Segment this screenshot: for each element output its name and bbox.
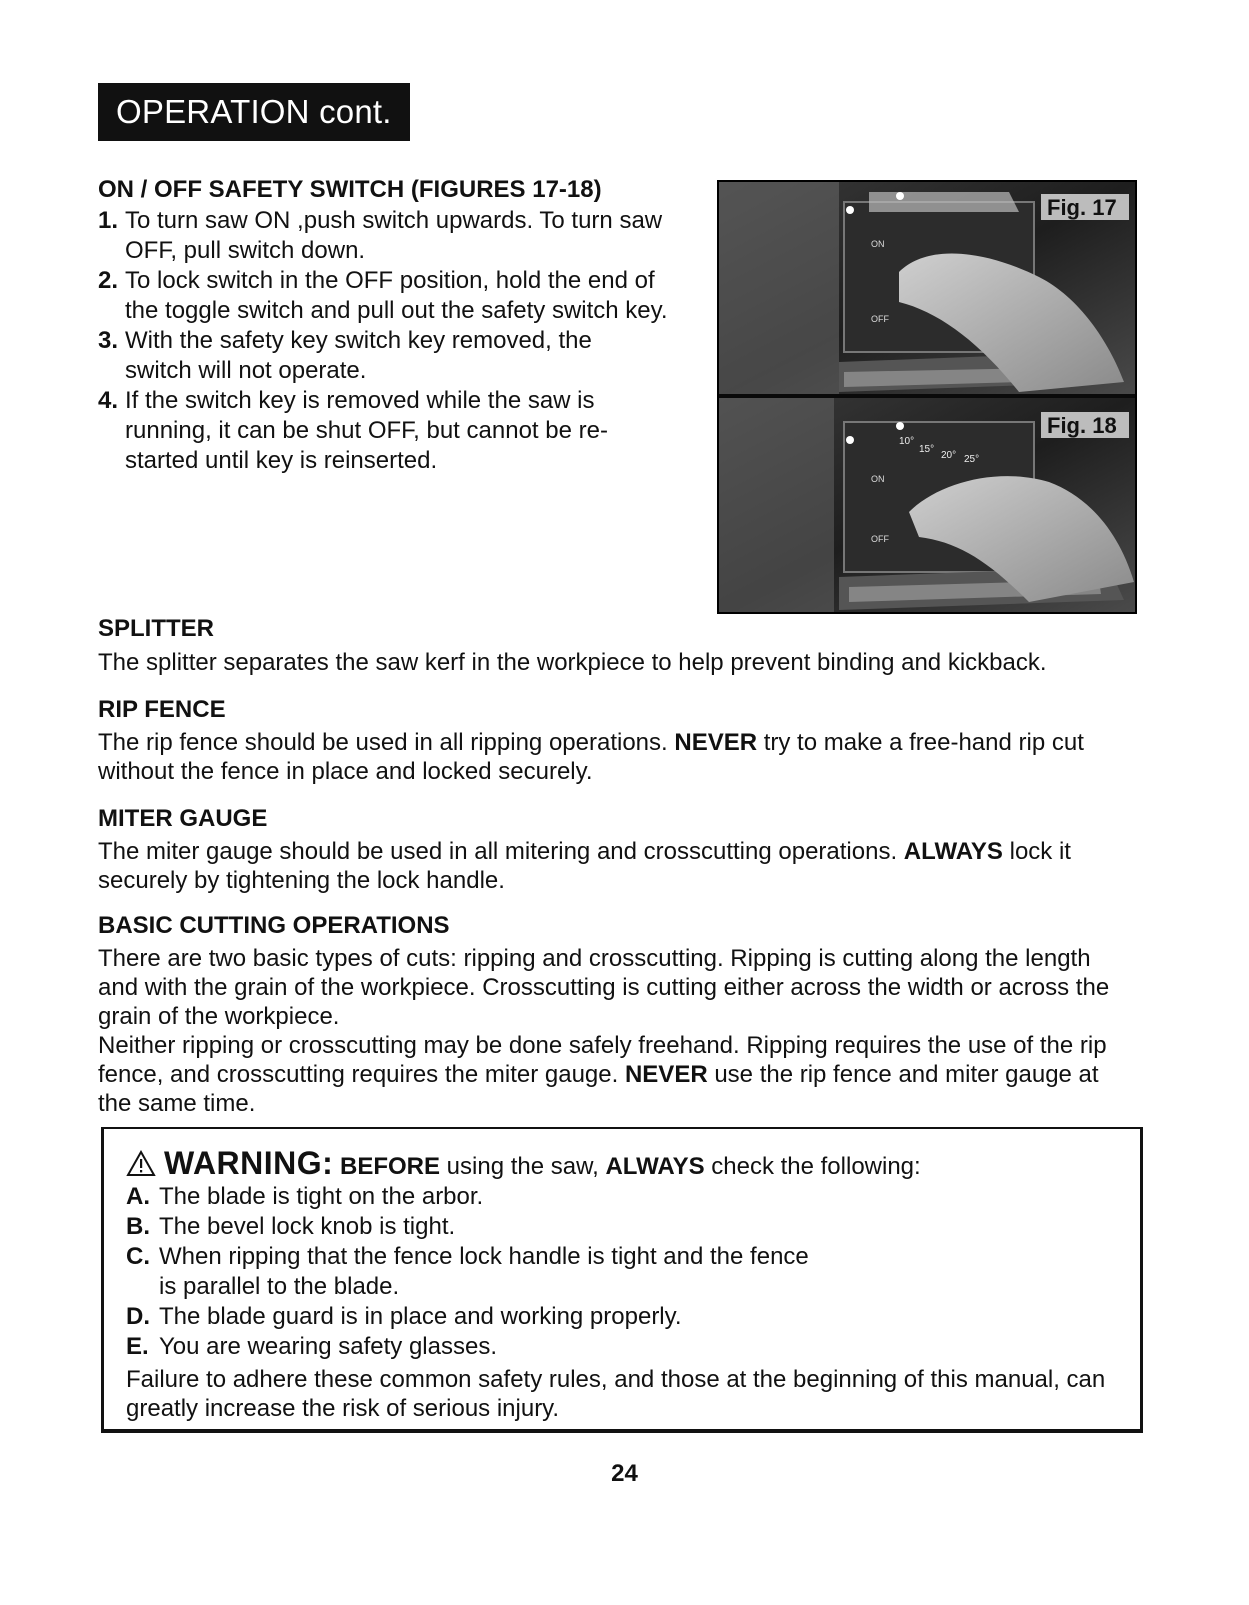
- warning-triangle-icon: [126, 1150, 156, 1186]
- basic-cutting-text-end: use the rip fence and miter gauge at the same time.: [98, 1061, 1099, 1117]
- warning-mid: using the saw,: [440, 1153, 606, 1180]
- item-text: The blade guard is in place and working properly.: [159, 1303, 682, 1330]
- list-item: [98, 266, 690, 326]
- scale-mark: 25°: [964, 454, 980, 465]
- list-item: [126, 1302, 1106, 1332]
- item-text: The blade is tight on the arbor.: [159, 1183, 484, 1210]
- step-number: 4.: [98, 387, 119, 414]
- switch-heading: ON / OFF SAFETY SWITCH (FIGURES 17-18): [98, 176, 602, 203]
- scale-mark: 20°: [941, 450, 957, 461]
- rip-fence-text: The rip fence should be used in all ripping operations.: [98, 729, 675, 756]
- step-text: If the switch key is removed while the saw is running, it can be shut OFF, but cannot be re-started until key is reinserted.: [125, 387, 608, 474]
- basic-cutting-never: NEVER: [624, 1061, 708, 1088]
- figure-18-label: Fig. 18: [1047, 413, 1117, 438]
- scale-mark: 10°: [899, 436, 915, 447]
- step-number: 1.: [98, 207, 119, 234]
- item-text: When ripping that the fence lock handle is tight and the fence is parallel to the blade.: [159, 1243, 809, 1300]
- item-letter: B.: [126, 1213, 150, 1240]
- splitter-body: The splitter separates the saw kerf in the workpiece to help prevent binding and kickback.: [98, 649, 1047, 676]
- warning-checklist: [126, 1182, 1106, 1362]
- step-number: 3.: [98, 327, 119, 354]
- list-item: [98, 206, 698, 266]
- rip-fence-heading: RIP FENCE: [98, 696, 226, 723]
- switch-on-label: ON: [871, 474, 885, 484]
- basic-cutting-para-1: There are two basic types of cuts: ripping and crosscutting. Ripping is cutting along the length and with the grain of the workpiece. Crosscutting is cutting either across the width or across the grain of the workpiece.: [98, 945, 1110, 1030]
- miter-gauge-text-end: lock it securely by tightening the lock handle.: [98, 838, 1071, 894]
- basic-cutting-heading: BASIC CUTTING OPERATIONS: [98, 912, 450, 939]
- step-text: To turn saw ON ,push switch upwards. To turn saw OFF, pull switch down.: [125, 207, 663, 264]
- figure-17-label: Fig. 17: [1047, 195, 1117, 220]
- warning-before: BEFORE: [339, 1153, 440, 1180]
- list-item: [98, 386, 645, 476]
- rip-fence-never: NEVER: [674, 729, 758, 756]
- item-letter: C.: [126, 1243, 150, 1270]
- rip-fence-body: [98, 728, 1138, 786]
- basic-cutting-text: Neither ripping or crosscutting may be done safely freehand. Ripping requires the use of the rip fence, and crosscutting requires the miter gauge.: [98, 1032, 1107, 1088]
- warning-label: WARNING:: [164, 1145, 334, 1181]
- list-item: [126, 1212, 1106, 1242]
- warning-box: [101, 1127, 1143, 1433]
- switch-off-label: OFF: [871, 534, 889, 544]
- item-letter: D.: [126, 1303, 150, 1330]
- list-item: [126, 1242, 809, 1302]
- warning-always: ALWAYS: [605, 1153, 705, 1180]
- item-letter: E.: [126, 1333, 149, 1360]
- switch-on-label: ON: [871, 239, 885, 249]
- miter-gauge-text: The miter gauge should be used in all mitering and crosscutting operations.: [98, 838, 904, 865]
- miter-gauge-always: ALWAYS: [903, 838, 1003, 865]
- switch-photo-illustration: [719, 182, 1135, 612]
- page-number: 24: [611, 1460, 638, 1487]
- warning-post: check the following:: [704, 1153, 921, 1180]
- miter-gauge-heading: MITER GAUGE: [98, 805, 268, 832]
- step-number: 2.: [98, 267, 119, 294]
- item-text: The bevel lock knob is tight.: [159, 1213, 456, 1240]
- list-item: [126, 1332, 1106, 1362]
- warning-heading: [126, 1147, 921, 1186]
- switch-steps-list: [98, 206, 698, 476]
- step-text: With the safety key switch key removed, the switch will not operate.: [125, 327, 592, 384]
- item-text: You are wearing safety glasses.: [159, 1333, 497, 1360]
- step-text: To lock switch in the OFF position, hold the end of the toggle switch and pull out the safety switch key.: [125, 267, 668, 324]
- warning-footer: Failure to adhere these common safety rules, and those at the beginning of this manual, can greatly increase the risk of serious injury.: [126, 1366, 1106, 1422]
- splitter-heading: SPLITTER: [98, 615, 215, 642]
- miter-gauge-body: [98, 837, 1143, 895]
- rip-fence-text-end: try to make a free-hand rip cut without the fence in place and locked securely.: [98, 729, 1084, 785]
- item-letter: A.: [126, 1183, 150, 1210]
- list-item: [98, 326, 645, 386]
- basic-cutting-para-2: [98, 1031, 1128, 1118]
- scale-mark: 15°: [919, 444, 935, 455]
- list-item: [126, 1182, 1106, 1212]
- switch-photo: [717, 180, 1137, 614]
- switch-off-label: OFF: [871, 314, 889, 324]
- section-header: OPERATION cont.: [98, 83, 410, 141]
